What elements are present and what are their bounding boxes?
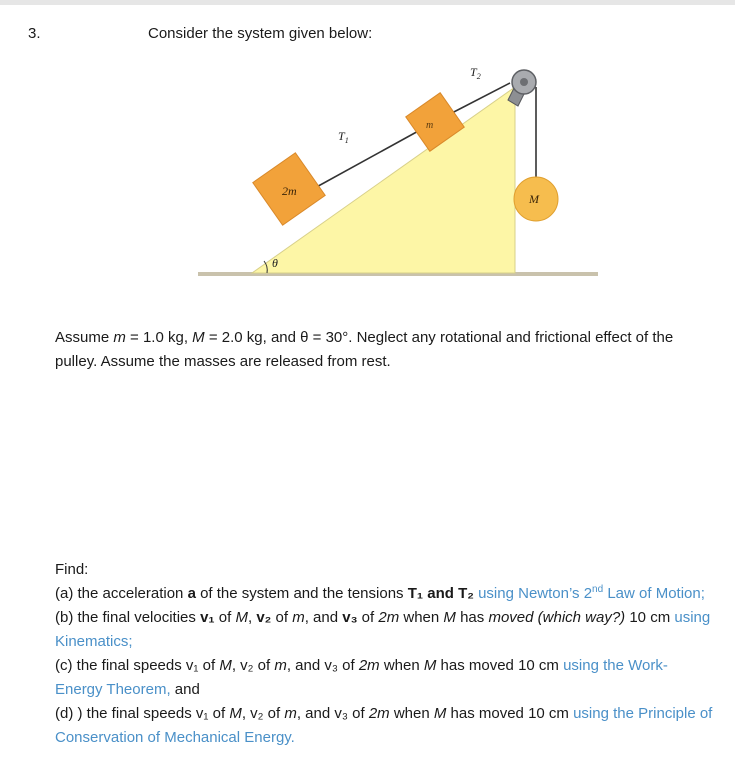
pulley-hub [520, 78, 528, 86]
label-M: M [529, 192, 539, 206]
label-2m: 2m [282, 184, 297, 198]
find-section [55, 558, 715, 750]
part-b: (b) the final velocities v₁ of M, v₂ of m, and v₃ of 2m when M has moved (which way?) 10 cm using Kinematics; [55, 609, 711, 650]
label-t2: $T_2$ [470, 65, 481, 81]
find-heading: Find: [55, 561, 89, 578]
part-a: (a) the acceleration a of the system and the tensions T₁ and T₂ using Newton’s 2nd Law of Motion; [55, 584, 705, 602]
label-t1: $T_1$ [338, 129, 349, 145]
incline-pulley-figure [150, 62, 610, 290]
part-c: (c) the final speeds v₁ of M, v₂ of m, and v₃ of 2m when M has moved 10 cm using the Work- Energy Theorem, and [55, 657, 668, 698]
assumptions-paragraph: Assume m = 1.0 kg, M = 2.0 kg, and θ = 30°. Neglect any rotational and frictional effect of the pulley. Assume the masses are released from rest. [55, 329, 674, 370]
question-number: 3. [28, 25, 41, 42]
top-rule [0, 0, 735, 5]
label-m: m [426, 120, 434, 131]
part-d: (d) ) the final speeds v₁ of M, v₂ of m, and v₃ of 2m when M has moved 10 cm using the Principle of Conservation of Mechanical Energy. [55, 705, 713, 746]
question-intro: Consider the system given below: [148, 25, 373, 42]
label-theta: θ [272, 256, 278, 270]
